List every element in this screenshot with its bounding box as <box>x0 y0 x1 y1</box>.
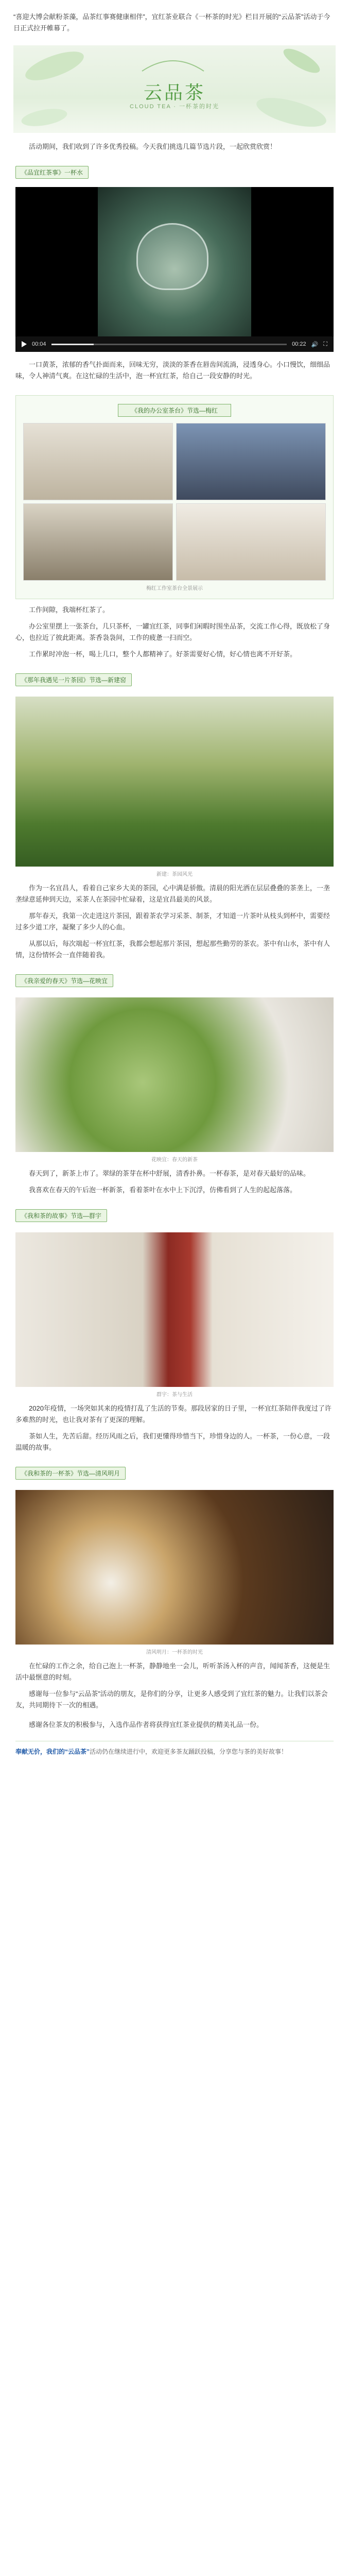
section6-text-2: 感谢每一位参与“云品茶”活动的朋友，是你们的分享，让更多人感受到了宜红茶的魅力。让我们以茶会友，共同期待下一次的相遇。 <box>15 1690 328 1709</box>
section-label-5: 《我和茶的故事》节选—群宇 <box>15 1209 107 1222</box>
hero-title: 云品茶 <box>143 82 205 104</box>
photo-police <box>176 423 326 500</box>
section-label-4: 《我亲爱的春天》节选—花映宜 <box>15 974 113 987</box>
footer-tail: 活动仍在继续进行中，欢迎更多茶友踊跃投稿，分享您与茶的美好故事！ <box>90 1748 288 1755</box>
section3-text-3: 从那以后，每次端起一杯宜红茶，我都会想起那片茶园，想起那些勤劳的茶农。茶中有山水，茶中有人情，这份情怀会一直伴随着我。 <box>15 940 330 959</box>
section5-text-2: 茶如人生，先苦后甜。经历风雨之后，我们更懂得珍惜当下，珍惜身边的人。一杯茶，一份心意，一段温暖的故事。 <box>15 1432 330 1451</box>
section2-text-3: 工作累时冲泡一杯，喝上几口，整个人都精神了。好茶需要好心情，好心情也离不开好茶。 <box>29 650 297 658</box>
photo-grid <box>23 423 326 581</box>
section-label-3: 《那年我遇见一片茶园》节选—新建窑 <box>15 673 132 686</box>
hero-banner <box>13 45 336 133</box>
photo-caption-3: 新建：茶园风光 <box>156 872 193 877</box>
footer-highlight: “云品茶” <box>65 1748 90 1755</box>
play-icon[interactable] <box>22 341 27 347</box>
intro-paragraph: 活动期间，我们收到了许多优秀投稿。今天我们挑选几篇节选片段，一起欣赏欣赏！ <box>29 143 277 150</box>
photo-tea-cups <box>15 1490 334 1645</box>
section3-text-1: 作为一名宜昌人，看着自己家乡大美的茶园，心中满是骄傲。清晨的阳光洒在层层叠叠的茶垄上，一垄垄绿意延伸到天边，采茶人在茶园中忙碌着，这是宜昌最美的风景。 <box>15 884 330 903</box>
intro-text: “喜迎大博会献粉茶藻，品茶红事赛健康相伴”，宜红茶业联合《一杯茶的时光》栏目开展的“云品茶”活动于今日正式拉开帷幕了。 <box>13 13 330 32</box>
section-card-2 <box>15 395 334 599</box>
video-progress-bar[interactable] <box>51 344 287 345</box>
photo-caption-5: 群宇：茶与生活 <box>156 1392 193 1398</box>
photo-caption-6: 清风明月：一杯茶的时光 <box>146 1650 203 1655</box>
section3-text-2: 那年春天，我第一次走进这片茶园，跟着茶农学习采茶、制茶，才知道一片茶叶从枝头到杯中，需要经过多少道工序，凝聚了多少人的心血。 <box>15 912 330 931</box>
photo-teaset <box>23 503 173 581</box>
photo-fresh-tea <box>15 997 334 1152</box>
section2-text-1: 工作间隙，我端杯红茶了。 <box>29 606 110 614</box>
fullscreen-icon[interactable]: ⛶ <box>323 341 327 347</box>
video-frame <box>98 187 251 336</box>
photo-office <box>176 503 326 581</box>
section6-text-1: 在忙碌的工作之余，给自己泡上一杯茶，静静地坐一会儿，听听茶汤入杯的声音，闻闻茶香，这便是生活中最惬意的时刻。 <box>15 1662 330 1681</box>
volume-icon[interactable]: 🔊 <box>311 341 319 348</box>
photo-desk <box>23 423 173 500</box>
teapot-image <box>136 223 208 290</box>
section-label-6: 《我和茶的一杯茶》节选—清风明月 <box>15 1467 126 1480</box>
photo-caption-2: 梅红工作室茶台全景展示 <box>146 586 203 591</box>
video-total-time: 00:22 <box>292 341 306 347</box>
photo-caption-4: 花映宜：春天的新茶 <box>151 1157 198 1163</box>
video-controls <box>15 336 334 352</box>
video-current-time: 00:04 <box>32 341 46 347</box>
video-player[interactable] <box>15 187 334 352</box>
footer-lead: 奉献无价，我们的 <box>15 1748 65 1755</box>
section5-text-1: 2020年疫情，一场突如其来的疫情打乱了生活的节奏。那段居家的日子里，一杯宜红茶陪伴我度过了许多难熬的时光，也让我对茶有了更深的理解。 <box>15 1404 331 1423</box>
photo-tea-garden <box>15 697 334 867</box>
video-progress-fill <box>51 344 94 345</box>
section4-text-1: 春天到了，新茶上市了。翠绿的茶芽在杯中舒展，清香扑鼻。一杯春茶，是对春天最好的品味。 <box>29 1170 310 1177</box>
hero-subtitle: CLOUD TEA · 一杯茶的时光 <box>130 104 219 110</box>
section4-text-2: 我喜欢在春天的午后泡一杯新茶，看着茶叶在水中上下沉浮，仿佛看到了人生的起起落落。 <box>29 1186 297 1194</box>
section-label-1: 《品宜红茶事》一杯水 <box>15 166 89 179</box>
closing-text: 感谢各位茶友的积极参与，入选作品作者将获得宜红茶业提供的精美礼品一份。 <box>29 1721 264 1728</box>
section1-text: 一口黄茶，浓郁的香气扑面而来，回味无穷，淡淡的茶香在唇齿间流淌，浸透身心。小口慢饮，细细品味，令人神清气爽。在这忙碌的生活中，泡一杯宜红茶，给自己一段安静的时光。 <box>15 361 330 380</box>
section-label-2: 《我的办公室茶台》节选—梅红 <box>118 404 231 417</box>
photo-tea-caddy <box>15 1232 334 1387</box>
footer-note <box>15 1741 334 1757</box>
section2-text-2: 办公室里摆上一张茶台，几只茶杯，一罐宜红茶，同事们闲暇时围坐品茶，交流工作心得，既放松了身心，也拉近了彼此距离。茶香袅袅间，工作的疲惫一扫而空。 <box>15 622 330 641</box>
